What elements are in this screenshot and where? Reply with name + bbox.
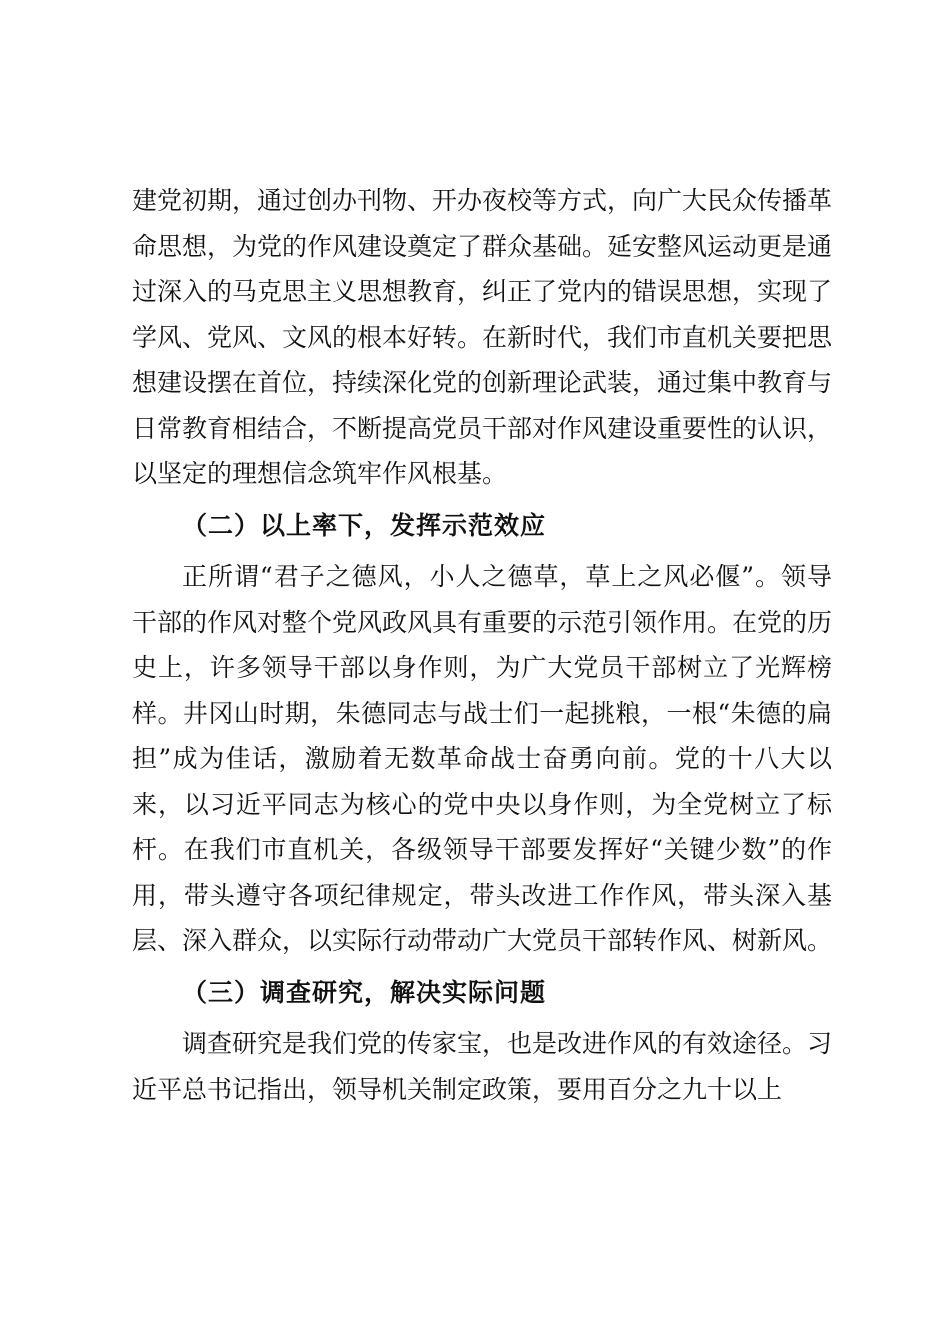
- section-heading-2: （二）以上率下，发挥示范效应: [182, 510, 547, 540]
- paragraph-leadership-example: 正所谓“君子之德风，小人之德草，草上之风必偃”。领导干部的作风对整个党风政风具有重要的示范引领作用。在党的历史上，许多领导干部以身作则，为广大党员干部树立了光辉榜样。井冈山时期，朱德同志与战士们一起挑粮，一根“朱德的扁担”成为佳话，激励着无数革命战士奋勇向前。党的十八大以来，以习近平同志为核心的党中央以身作则，为全党树立了标杆。在我们市直机关，各级领导干部要发挥好“关键少数”的作用，带头遵守各项纪律规定，带头改进工作作风，带头深入基层、深入群众，以实际行动带动广大党员干部转作风、树新风。: [132, 562, 833, 955]
- paragraph-investigation-research: 调查研究是我们党的传家宝，也是改进作风的有效途径。习近平总书记指出，领导机关制定政策，要用百分之九十以上: [132, 1029, 833, 1104]
- paragraph-continuation: 建党初期，通过创办刊物、开办夜校等方式，向广大民众传播革命思想，为党的作风建设奠定了群众基础。延安整风运动更是通过深入的马克思主义思想教育，纠正了党内的错误思想，实现了学风、党风、文风的根本好转。在新时代，我们市直机关要把思想建设摆在首位，持续深化党的创新理论武装，通过集中教育与日常教育相结合，不断提高党员干部对作风建设重要性的认识，以坚定的理想信念筑牢作风根基。: [132, 186, 833, 488]
- section-heading-3: （三）调查研究，解决实际问题: [182, 977, 547, 1007]
- document-body: [132, 178, 832, 1112]
